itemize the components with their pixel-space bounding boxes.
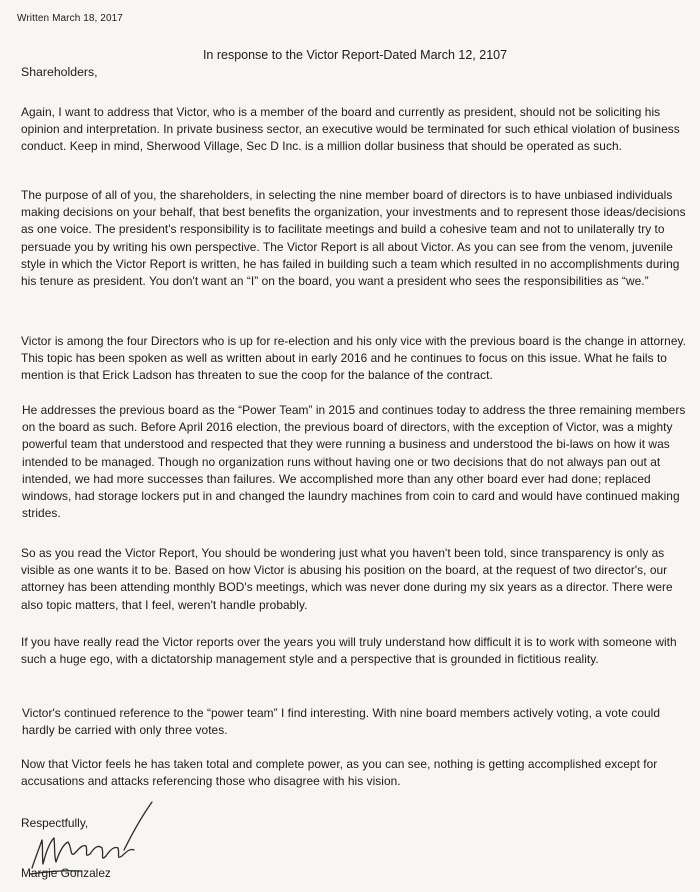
written-date: Written March 18, 2017 (17, 13, 123, 24)
body-paragraph: So as you read the Victor Report, You should be wondering just what you haven't been told, since transparency is only as visible as one wants it to be. Based on how Victor is abusing his position on the board, at the request of two director's, our attorney has been attending monthly BOD's meetings, which was never done during my six years as a director. There were also topic matters, that I feel, weren't handle probably. (21, 546, 673, 612)
letter-subject: In response to the Victor Report-Dated March 12, 2107 (202, 48, 508, 62)
salutation: Shareholders, (21, 65, 98, 79)
body-paragraph: Now that Victor feels he has taken total and complete power, as you can see, nothing is getting accomplished except for accusations and attacks referencing those who disagree with his vision. (21, 757, 658, 789)
body-paragraph: He addresses the previous board as the “Power Team” in 2015 and continues today to address the three remaining members on the board as such. Before April 2016 election, the previous board of directors, with the exception of Victor, was a mighty powerful team that understood and respected that they were running a business and understood the bi-laws on how it was intended to be managed. Though no organization runs without having one or two decisions that do not always pan out at intended, we had more successes than failures. We accomplished more than any other board ever had done; replaced windows, had storage lockers put in and changed the laundry machines from coin to card and would have continued making strides. (22, 403, 686, 521)
body-paragraph: The purpose of all of you, the shareholders, in selecting the nine member board of directors is to have unbiased individuals making decisions on your behalf, that best benefits the organization, your investments and to represent those ideas/decisions as one voice. The president's responsibility is to facilitate meetings and build a cohesive team and not to unilaterally try to persuade you by writing his own perspective. The Victor Report is all about Victor. As you can see from the venom, juvenile style in which the Victor Report is written, he has failed in building such a team which resulted in no accomplishments during his tenure as president. You don't want an “I” on the board, you want a president who sees the responsibilities as “we.” (21, 188, 686, 289)
signer-name: Margie Gonzalez (21, 866, 111, 880)
body-paragraph: Again, I want to address that Victor, who is a member of the board and currently as president, should not be soliciting his opinion and interpretation. In private business sector, an executive would be terminated for such ethical violation of business conduct. Keep in mind, Sherwood Village, Sec D Inc. is a million dollar business that should be operated as such. (21, 105, 680, 154)
body-paragraph: If you have really read the Victor reports over the years you will truly understand how difficult it is to work with someone with such a huge ego, with a dictatorship management style and a perspective that is grounded in fictitious reality. (21, 635, 677, 667)
closing: Respectfully, (21, 816, 89, 830)
body-paragraph: Victor's continued reference to the “power team” I find interesting. With nine board members actively voting, a vote could hardly be carried with only three votes. (22, 706, 661, 738)
body-paragraph: Victor is among the four Directors who is up for re-election and his only vice with the previous board is the change in attorney. This topic has been spoken as well as written about in early 2016 and he continues to focus on this issue. What he fails to mention is that Erick Ladson has threaten to sue the coop for the balance of the contract. (21, 334, 686, 383)
